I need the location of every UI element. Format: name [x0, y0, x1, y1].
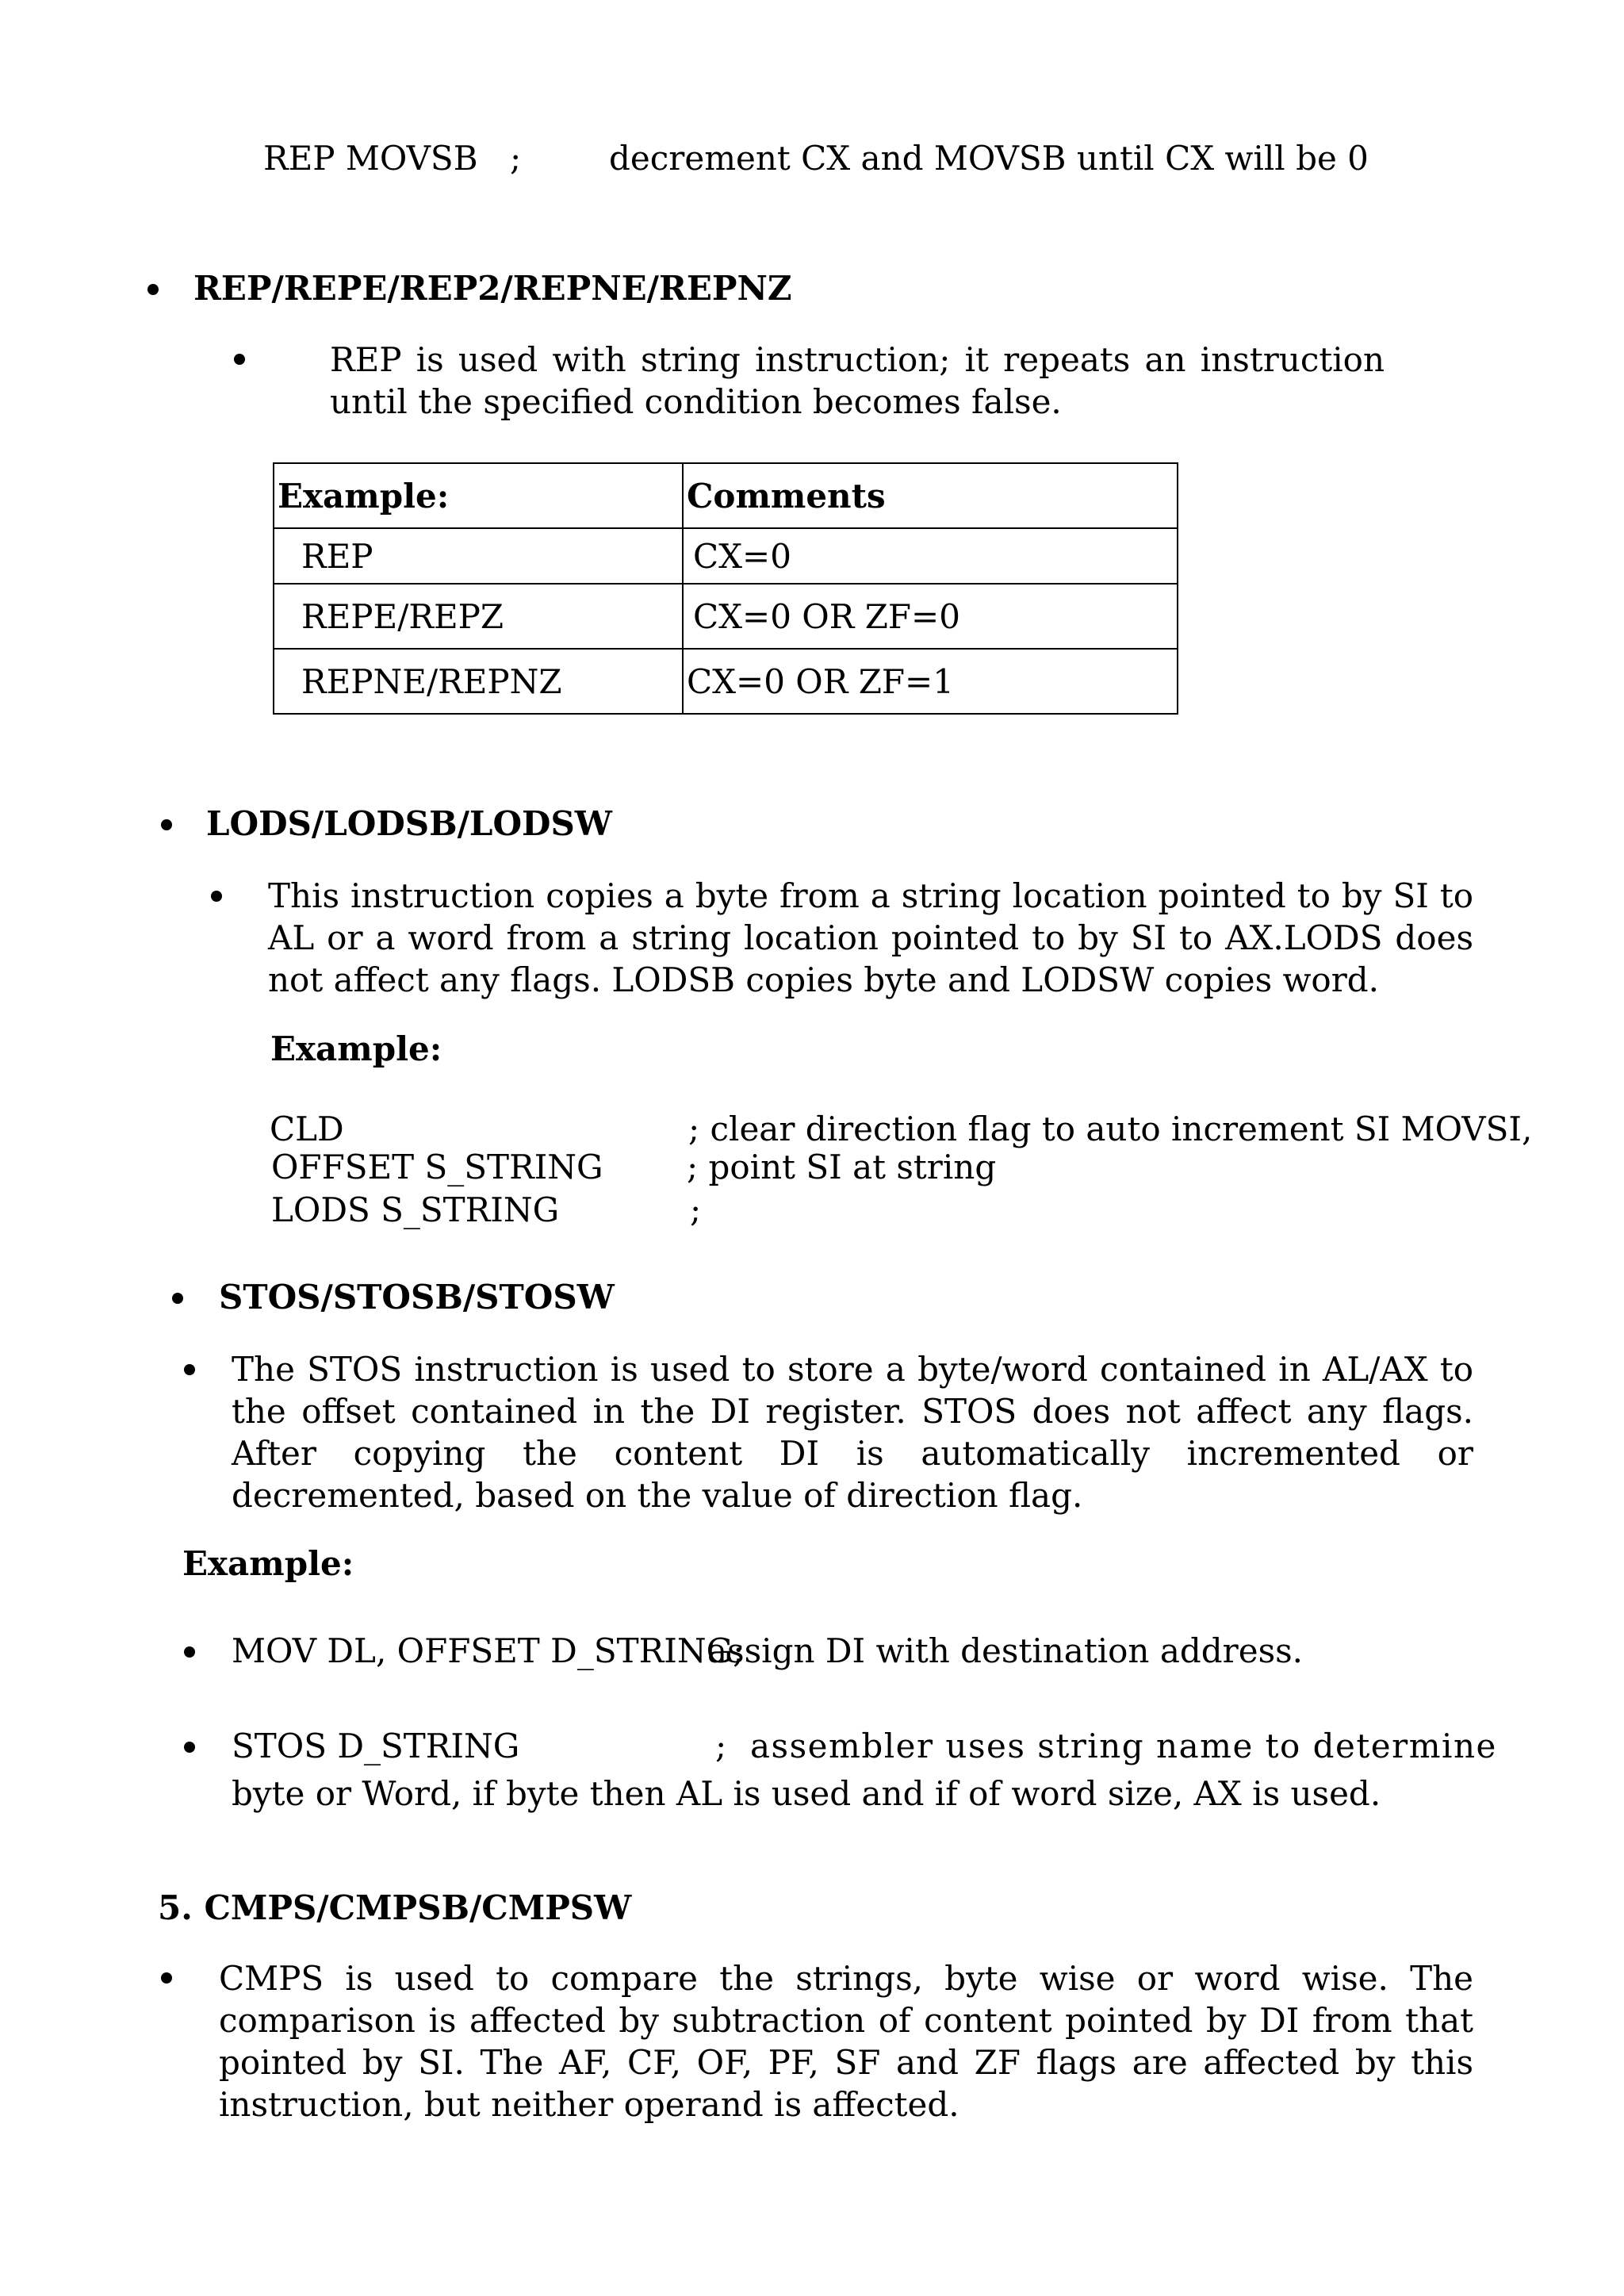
rep-movsb-instruction: REP MOVSB	[263, 139, 478, 178]
table-cell-example: REP	[274, 528, 683, 584]
rep-heading: REP/REPE/REP2/REPNE/REPNZ	[193, 269, 792, 308]
bullet-icon	[161, 819, 172, 830]
stos-ex2-instr: STOS D_STRING	[232, 1727, 520, 1765]
lods-code-comment: ;	[690, 1190, 702, 1229]
table-cell-example: REPNE/REPNZ	[274, 649, 683, 714]
lods-heading: LODS/LODSB/LODSW	[206, 804, 612, 843]
table-cell-comment: CX=0 OR ZF=0	[683, 584, 1178, 649]
table-cell-comment: CX=0	[683, 528, 1178, 584]
table-header-comments: Comments	[683, 463, 1178, 528]
bullet-icon	[172, 1293, 183, 1304]
table-header-row	[274, 463, 1178, 528]
stos-heading: STOS/STOSB/STOSW	[219, 1278, 615, 1317]
bullet-icon	[184, 1364, 195, 1375]
stos-ex1-instr: MOV DL, OFFSET D_STRING;	[232, 1631, 745, 1670]
stos-example-label: Example:	[182, 1544, 354, 1583]
lods-code-comment: ; point SI at string	[687, 1148, 997, 1186]
rep-movsb-separator: ;	[510, 139, 522, 178]
bullet-icon	[161, 1972, 172, 1984]
lods-code-instr: LODS S_STRING	[271, 1190, 560, 1229]
table-row	[274, 528, 1178, 584]
rep-movsb-comment: decrement CX and MOVSB until CX will be 0	[609, 139, 1369, 178]
stos-description: The STOS instruction is used to store a byte/word contained in AL/AX to the offset contained in the DI register. STOS does not affect any flags. After copying the content DI is automatically incremented or decremented, based on the value of direction flag.	[232, 1350, 1473, 1515]
table-row	[274, 649, 1178, 714]
lods-description: This instruction copies a byte from a string location pointed to by SI to AL or a word from a string location pointed to by SI to AX.LODS does not affect any flags. LODSB copies byte and LODSW copies word.	[268, 876, 1473, 999]
bullet-icon	[211, 891, 222, 902]
bullet-icon	[234, 354, 245, 365]
cmps-heading: 5. CMPS/CMPSB/CMPSW	[158, 1888, 632, 1927]
table-row	[274, 584, 1178, 649]
bullet-icon	[184, 1742, 195, 1753]
cmps-description: CMPS is used to compare the strings, byte wise or word wise. The comparison is affected by subtraction of content pointed by DI from that pointed by SI. The AF, CF, OF, PF, SF and ZF flags are affected by this instruction, but neither operand is affected.	[219, 1959, 1473, 2124]
stos-ex1-comment: assign DI with destination address.	[707, 1631, 1304, 1670]
table-cell-example: REPE/REPZ	[274, 584, 683, 649]
table-cell-comment: CX=0 OR ZF=1	[683, 649, 1178, 714]
rep-description: REP is used with string instruction; it repeats an instruction until the specified condition becomes false.	[330, 340, 1385, 421]
lods-code-instr: OFFSET S_STRING	[271, 1148, 603, 1186]
table-header-example: Example:	[274, 463, 683, 528]
rep-example-table	[273, 462, 1178, 715]
stos-ex2-continuation: byte or Word, if byte then AL is used and if of word size, AX is used.	[232, 1774, 1381, 1813]
lods-code-instr: CLD	[270, 1110, 344, 1148]
lods-example-label: Example:	[270, 1029, 442, 1068]
bullet-icon	[184, 1646, 195, 1658]
bullet-icon	[147, 284, 159, 295]
lods-code-comment: ; clear direction flag to auto increment SI MOVSI,	[688, 1110, 1533, 1148]
stos-ex2-separator: ;	[715, 1727, 727, 1765]
stos-ex2-comment: assembler uses string name to determine	[750, 1727, 1497, 1765]
